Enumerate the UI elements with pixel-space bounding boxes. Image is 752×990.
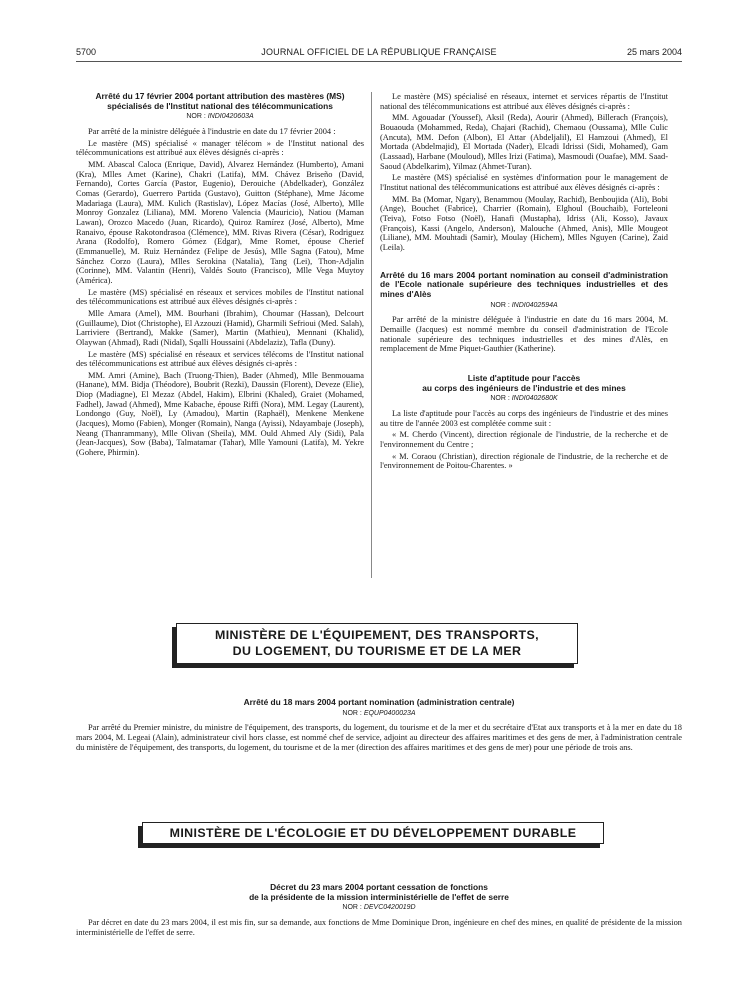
journal-title: JOURNAL OFFICIEL DE LA RÉPUBLIQUE FRANÇAISE	[261, 47, 497, 57]
paragraph: MM. Ba (Momar, Ngary), Benammou (Moulay, Rachid), Benboujida (Ali), Bobi (Ange), Bouchet (Fabrice), Charrier (Romain), Elghoul (Bouchaib), Forteleoni (Teiva), Fotso Fotso (Noël), Hanafi (Mustapha), Idriss (Ali, Kosso), Javaux (François), Kassi (Angelo, Anderson), Malouche (Ahmed, Anis), Mlle Mougeot (Liliane), MM. Mouhtadi (Samir), Moulay (Hichem), Mlles Nguyen (Carine), Zaid (Leila).	[380, 194, 668, 252]
title-line: de la présidente de la mission interministérielle de l'effet de serre	[249, 891, 509, 902]
page-number: 5700	[76, 47, 97, 57]
right-column	[380, 92, 668, 473]
nor-code: INDI0402594A	[511, 301, 558, 309]
paragraph: Le mastère (MS) spécialisé en systèmes d'information pour le management de l'Institut national des télécommunications est attribué aux élèves désignés ci-après :	[380, 173, 668, 192]
nor-code: DEVC0420019D	[363, 904, 416, 912]
nor-label: NOR :	[490, 301, 510, 309]
nor-reference	[380, 394, 668, 404]
paragraph: MM. Abascal Caloca (Enrique, David), Alvarez Hernández (Humberto), Amani (Kra), Mlles Amet (Karine), Chakri (Latifa), MM. Chávez Briseño (David, Fernando), Cortes García (Pastor, Eugenio), Derouiche (Abdelkader), González Comas (Gerardo), Guerrero Partida (Gustavo), Guitton (Stéphane), Mme Jácome Madariaga (Laura), MM. Kulich (Rastislav), López Macías (José, Alberto), Mlle Monroy Gonzalez (Liliana), MM. Moreno Valencia (Mauricio), Natiou (Maman Lawan), Orozco Macedo (Juan, Ricardo), Quiroz Ramírez (José, Alberto), Mme Ranaivo, épouse Rakotondrasoa (Clémence), MM. Rivas Rivera (César), Rodriguez Arana (Rodolfo), Romero Gómez (Edgar), Mme Romet, épouse Cherief (Emmanuelle), M. Ruiz Hernández (Felipe de Jesús), Mlle Sagna (Fatou), Mme Sánchez Corzo (Laura), Mlles Serokina (Natalia), Tang (Lei), Thon-Adjalin (Corinne), MM. Valantin (Henri), Valdés Souto (Francisco), Mlle Vega Muytoy (América).	[76, 160, 364, 285]
nor-code: EQUP0400023A	[363, 709, 416, 717]
paragraph: Par arrêté de la ministre déléguée à l'industrie en date du 16 mars 2004, M. Demaille (Jacques) est nommé membre du conseil d'administration de l'Ecole nationale supérieure des techniques industrielles et des mines d'Alès, en remplacement de Mme Piquet-Gauthier (Katherine).	[380, 315, 668, 354]
ministry-line: MINISTÈRE DE L'ÉCOLOGIE ET DU DÉVELOPPEMENT DURABLE	[169, 826, 577, 840]
paragraph: Par arrêté du Premier ministre, du ministre de l'équipement, des transports, du logement, du tourisme et de la mer et du secrétaire d'Etat aux transports et à la mer en date du 18 mars 2004, M. Legeai (Alain), administrateur civil hors classe, est nommé chef de service, adjoint au directeur des affaires maritimes et des gens de mer, à l'administration centrale du ministère de l'équipement, des transports, du logement, du tourisme et de la mer (direction des affaires maritimes et des gens de mer) pour une période de trois ans.	[76, 723, 682, 752]
ministry-equipement-banner	[176, 623, 578, 664]
paragraph: Le mastère (MS) spécialisé « manager télécom » de l'Institut national des télécommunications est attribué aux élèves désignés ci-après :	[76, 138, 364, 158]
running-header	[76, 47, 682, 62]
paragraph: Par décret en date du 23 mars 2004, il est mis fin, sur sa demande, aux fonctions de Mme Dominique Dron, ingénieure en chef des mines, en qualité de présidente de la mission interministérielle de l'effet de serre.	[76, 918, 682, 937]
liste-aptitude-title	[380, 374, 668, 393]
nor-reference	[76, 112, 364, 122]
nor-reference	[380, 301, 668, 311]
ministry-line: DU LOGEMENT, DU TOURISME ET DE LA MER	[232, 644, 522, 658]
arrete-17-fevrier-title: Arrêté du 17 février 2004 portant attribution des mastères (MS) spécialisés de l'Institut national des télécommunications	[95, 91, 345, 111]
paragraph: Le mastère (MS) spécialisé en réseaux et services mobiles de l'Institut national des télécommunications est attribué aux élèves désignés ci-après :	[76, 287, 364, 307]
arrete-16-mars-title: Arrêté du 16 mars 2004 portant nomination au conseil d'administration de l'Ecole nationale supérieure des techniques industrielles et des mines d'Alès	[380, 269, 668, 299]
paragraph: Le mastère (MS) spécialisé en réseaux et services télécoms de l'Institut national des télécommunications est attribué aux élèves désignés ci-après :	[76, 349, 364, 369]
paragraph: Par arrêté de la ministre déléguée à l'industrie en date du 17 février 2004 :	[88, 127, 336, 137]
title-line: au corps des ingénieurs de l'industrie et des mines	[422, 382, 626, 393]
paragraph: « M. Coraou (Christian), direction régionale de l'industrie, de la recherche et de l'environnement de Poitou-Charentes. »	[380, 451, 668, 471]
nor-label: NOR :	[342, 904, 362, 912]
paragraph: MM. Agouadar (Youssef), Aksil (Reda), Aourir (Ahmed), Billerach (François), Bouaouda (Mohammed, Reda), Chajari (Rachid), Chemaou (Oussama), Mlle Culic (Ancuta), MM. Defon (Albon), El Attar (Abdeljalil), El Hamzoui (Ahmed), El Mortada (Abdelmajid), El Mortada (Nader), Elcadi Idrissi (Sidi, Mohamed), Gam (Lassaad), Harbane (Mouloud), Mlles Irizi (Fatima), Masmoudi (Ouafae), MM. Saad-Saoud (Abdelkarim), Yilmaz (Ahmet-Turan).	[380, 113, 668, 171]
nor-reference	[76, 903, 682, 913]
left-column	[76, 92, 364, 460]
paragraph: Mlle Amara (Amel), MM. Bourhani (Ibrahim), Choumar (Hassan), Delcourt (Guillaume), Diot (Christophe), El Azzouzi (Hamid), Gharmili Sefrioui (Med. Salah), Larriviere (Bertrand), Makke (Samer), Martin (Mathieu), Mennani (Khalid), Olaywan (Ahmad), Radi (Nidal), Sqalli Houssaini (Abdelaziz), Tafla (Duny).	[76, 308, 364, 347]
paragraph: La liste d'aptitude pour l'accès au corps des ingénieurs de l'industrie et des mines au titre de l'année 2003 est complétée comme suit :	[380, 408, 668, 428]
nor-code: INDI0402680K	[511, 395, 558, 403]
arrete-18-mars-title: Arrêté du 18 mars 2004 portant nomination (administration centrale)	[243, 697, 515, 707]
ministry-line: MINISTÈRE DE L'ÉQUIPEMENT, DES TRANSPORTS,	[214, 628, 540, 642]
title-line: Liste d'aptitude pour l'accès	[467, 372, 581, 383]
nor-label: NOR :	[490, 395, 510, 403]
nor-reference	[76, 709, 682, 719]
paragraph: Le mastère (MS) spécialisé en réseaux, internet et services répartis de l'Institut national des télécommunications est attribué aux élèves désignés ci-après :	[380, 92, 668, 111]
paragraph: MM. Amri (Amine), Bach (Truong-Thien), Bader (Ahmed), Mlle Benmouama (Hanane), MM. Bidja (Théodore), Boubrit (Rezki), Daussin (Florent), Deveze (Elie), Diop (Madiagne), El Mezaz (Abdel, Hakim), Elbrini (Khaled), Graiet (Mohamed, Fadhel), Jawad (Ahmed), Mme Kabache, épouse Riffi (Nora), MM. Legay (Laurent), Londongo (Guy, Noël), Ly (Amadou), Martin (Raphaël), Menkene Menkene (Jacques), Momo (Fabien), Monger (Romain), Nanga (Ayissi), Ndayambaje (Joseph), Neang (Thanrammany), Mlle Olivan (Sheila), MM. Ould Ahmed Aly (Sidi), Pala (Jean-Jacques), Sow (Baba), Talmatamar (Tahar), Mlle Yamouni (Latifa), M. Yekre (Gohere, Phirmin).	[76, 370, 364, 458]
nor-label: NOR :	[186, 113, 206, 121]
decret-23-mars-title	[76, 883, 682, 902]
title-line: Décret du 23 mars 2004 portant cessation de fonctions	[270, 882, 488, 892]
column-divider	[371, 92, 372, 578]
nor-code: INDI0420603A	[207, 113, 254, 121]
issue-date: 25 mars 2004	[626, 47, 682, 57]
nor-label: NOR :	[342, 709, 362, 717]
decret-23-mars-section	[76, 883, 682, 939]
paragraph: « M. Cherdo (Vincent), direction régionale de l'industrie, de la recherche et de l'environnement du Centre ;	[380, 430, 668, 449]
arrete-18-mars-section	[76, 698, 682, 754]
ministry-ecologie-banner	[142, 822, 604, 844]
